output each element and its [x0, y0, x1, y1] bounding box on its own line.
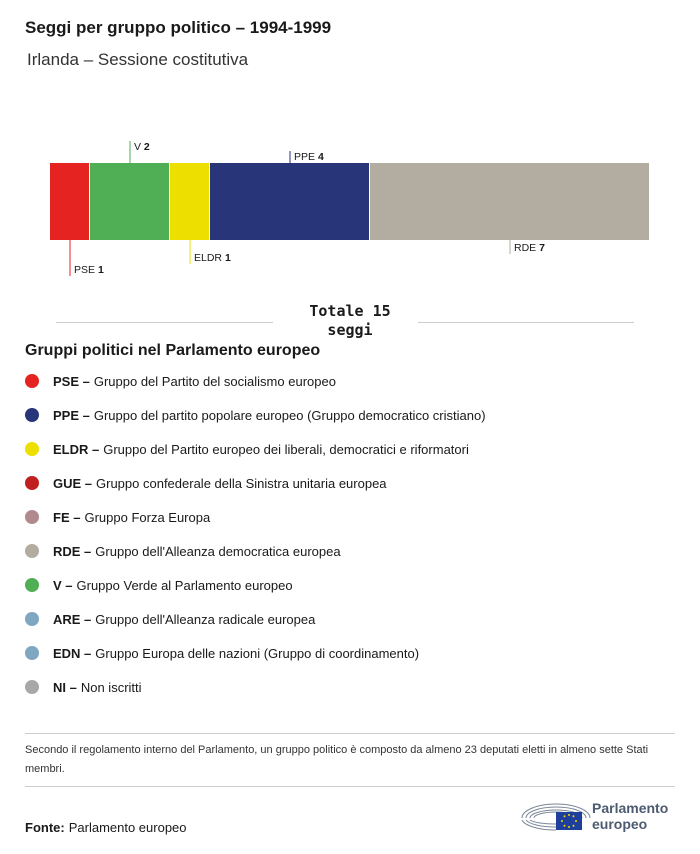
legend-swatch — [25, 510, 39, 524]
chart-subtitle: Irlanda – Sessione costitutiva — [27, 50, 249, 69]
logo-text-line1: Parlamento — [592, 800, 669, 816]
legend-item — [25, 506, 685, 528]
legend-abbr: GUE – — [53, 475, 93, 491]
legend-abbr: ARE – — [53, 611, 92, 627]
legend-abbr: ELDR – — [53, 441, 100, 457]
legend-swatch — [25, 612, 39, 626]
legend-desc: Gruppo del Partito europeo dei liberali, democratici e riformatori — [103, 441, 469, 457]
legend-desc: Gruppo Europa delle nazioni (Gruppo di coordinamento) — [95, 645, 420, 661]
legend-desc: Gruppo confederale della Sinistra unitaria europea — [96, 475, 387, 491]
legend-desc: Gruppo del Partito del socialismo europeo — [93, 373, 336, 389]
legend-desc: Gruppo Forza Europa — [84, 509, 211, 525]
legend-item — [25, 608, 685, 630]
bar-segment-ppe — [210, 163, 369, 240]
legend-swatch — [25, 646, 39, 660]
data-label-v: V 2 — [134, 141, 150, 153]
footer-note: Secondo il regolamento interno del Parlamento, un gruppo politico è composto da almeno 23 deputati eletti in almeno sette Stati membri. — [25, 744, 649, 775]
seat-bar-chart — [0, 130, 700, 280]
total-seats-line2: seggi — [327, 321, 373, 339]
legend-swatch — [25, 680, 39, 694]
bar-segment-pse — [50, 163, 89, 240]
legend-abbr: V – — [53, 577, 73, 593]
logo-text — [592, 800, 668, 832]
legend-item — [25, 370, 685, 392]
source-label: Fonte: — [25, 820, 65, 835]
chart-title: Seggi per gruppo politico – 1994-1999 — [25, 18, 332, 37]
total-divider-left — [56, 322, 273, 323]
legend-desc: Gruppo del partito popolare europeo (Gruppo democratico cristiano) — [93, 407, 486, 423]
footer-divider-top — [25, 733, 675, 734]
bar-segment-v — [90, 163, 169, 240]
legend-item — [25, 438, 685, 460]
legend-abbr: EDN – — [53, 645, 92, 661]
legend-item — [25, 676, 685, 698]
data-label-ppe: PPE 4 — [294, 151, 324, 163]
legend-item — [25, 642, 685, 664]
legend-swatch — [25, 544, 39, 558]
total-seats-line1: Totale 15 — [309, 302, 391, 320]
legend-item — [25, 540, 685, 562]
legend-item — [25, 574, 685, 596]
legend-item — [25, 472, 685, 494]
legend-swatch — [25, 374, 39, 388]
legend-abbr: PPE – — [53, 407, 90, 423]
bar-segment-eldr — [170, 163, 209, 240]
legend-title: Gruppi politici nel Parlamento europeo — [25, 342, 321, 359]
legend-desc: Non iscritti — [80, 679, 142, 695]
total-divider-right — [418, 322, 634, 323]
legend-desc: Gruppo Verde al Parlamento europeo — [76, 577, 293, 593]
legend-item — [25, 404, 685, 426]
legend-desc: Gruppo dell'Alleanza democratica europea — [95, 543, 341, 559]
legend-abbr: PSE – — [53, 373, 90, 389]
legend-swatch — [25, 442, 39, 456]
data-label-rde: RDE 7 — [514, 242, 545, 254]
bar-segment-rde — [370, 163, 649, 240]
legend-abbr: RDE – — [53, 543, 92, 559]
source-value: Parlamento europeo — [68, 820, 187, 835]
data-label-eldr: ELDR 1 — [194, 252, 231, 264]
logo-text-line2: europeo — [592, 816, 648, 832]
total-seats — [290, 302, 410, 340]
legend-abbr: FE – — [53, 509, 81, 525]
legend-swatch — [25, 408, 39, 422]
data-label-pse: PSE 1 — [74, 264, 104, 276]
legend-swatch — [25, 578, 39, 592]
legend-swatch — [25, 476, 39, 490]
legend-abbr: NI – — [53, 679, 77, 695]
source — [25, 820, 187, 835]
footer-divider-bottom — [25, 786, 675, 787]
legend-desc: Gruppo dell'Alleanza radicale europea — [95, 611, 316, 627]
